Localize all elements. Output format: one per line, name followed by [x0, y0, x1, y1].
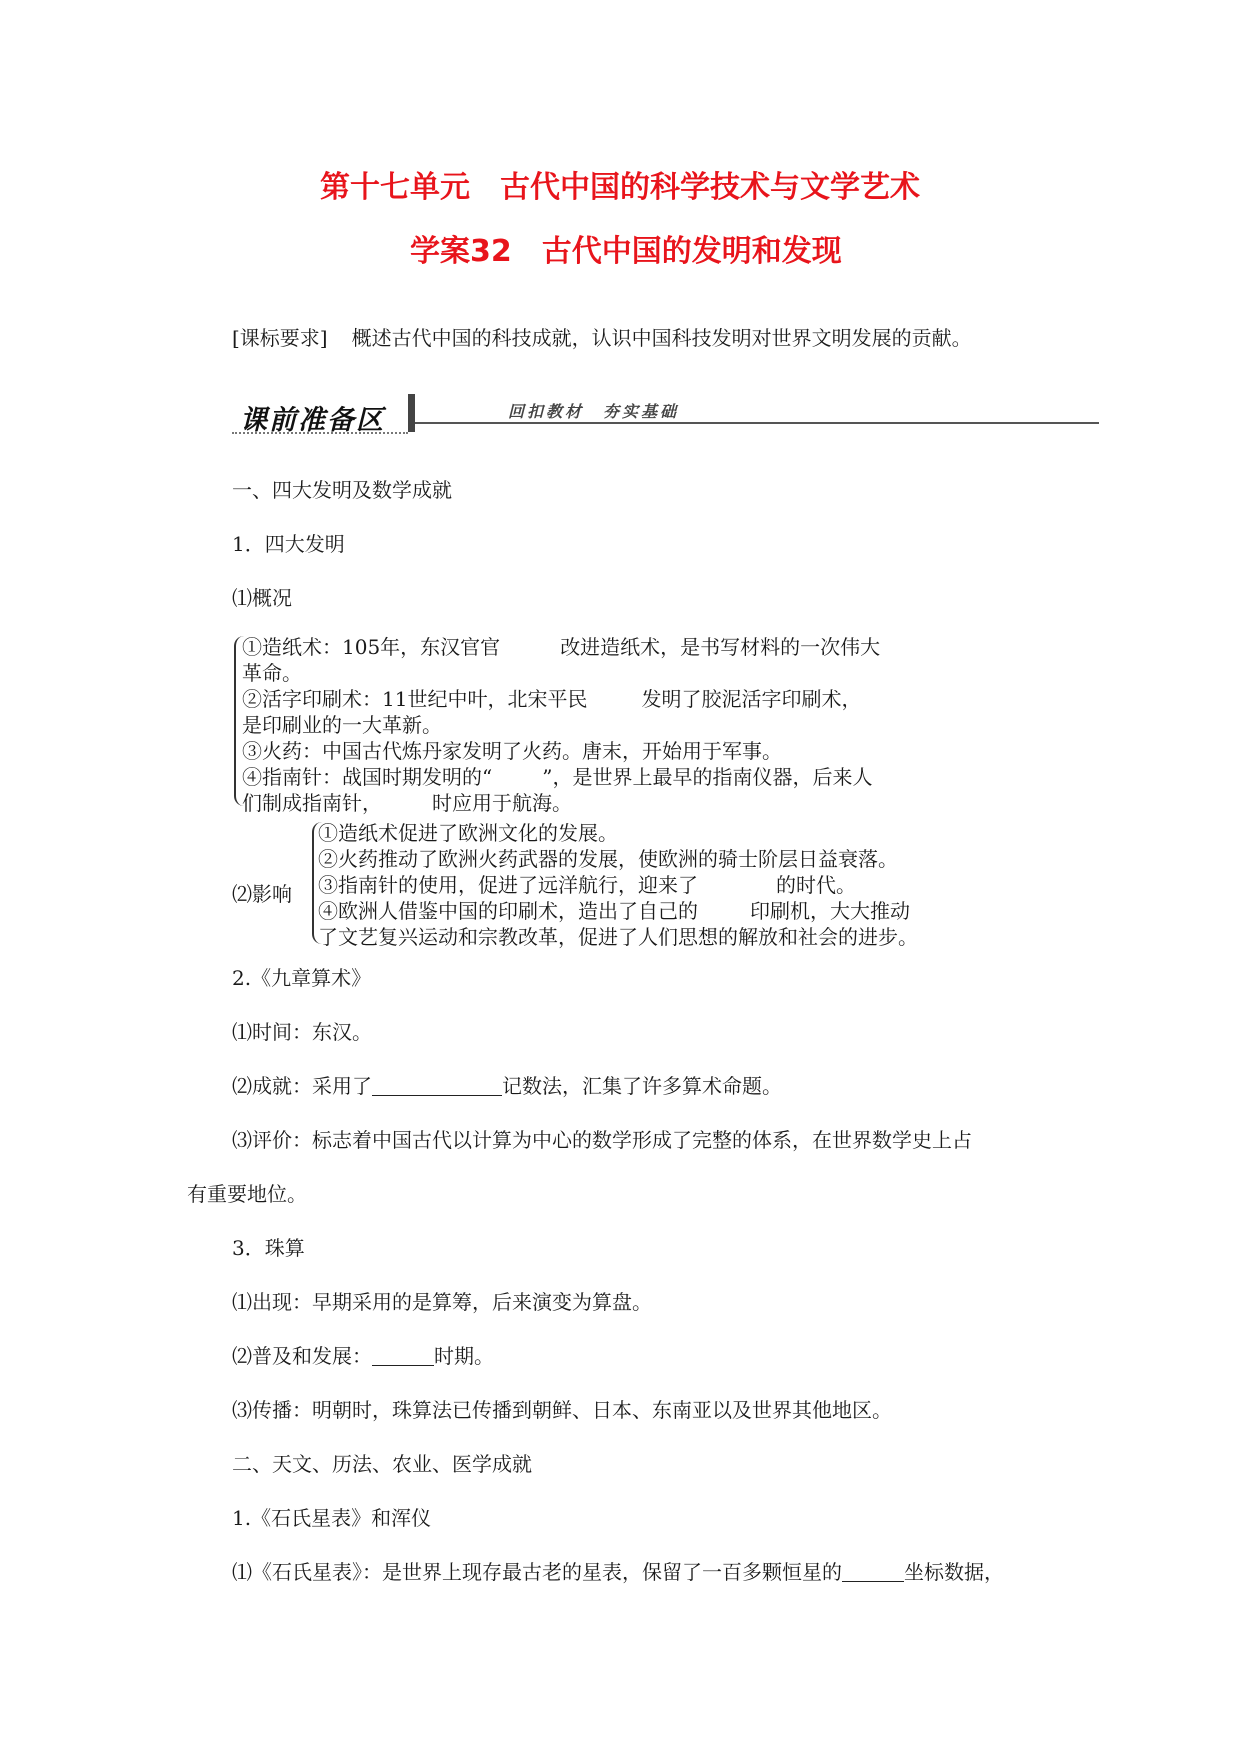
band-rule [415, 422, 1099, 424]
overview-line-4: 是印刷业的一大革新。 [242, 713, 442, 737]
band-subtitle: 回扣教材 夯实基础 [508, 402, 680, 421]
band-label: 课前准备区 [240, 405, 385, 436]
overview-label: ⑴概况 [232, 586, 292, 610]
overview-line-1: ①造纸术：105年，东汉官官 改进造纸术，是书写材料的一次伟大 [242, 635, 881, 659]
answer-blank[interactable] [372, 1075, 502, 1096]
requirement-tag: [课标要求] [232, 326, 328, 350]
unit-title: 第十七单元 古代中国的科学技术与文学艺术 [320, 170, 920, 205]
impact-line-5: 了文艺复兴运动和宗教改革，促进了人们思想的解放和社会的进步。 [318, 925, 918, 949]
overview-line-3: ②活字印刷术：11世纪中叶，北宋平民 发明了胶泥活字印刷术， [242, 687, 862, 711]
requirement-text: 概述古代中国的科技成就，认识中国科技发明对世界文明发展的贡献。 [351, 326, 972, 350]
section2-heading: 二、天文、历法、农业、医学成就 [232, 1452, 532, 1476]
overview-line-2: 革命。 [242, 661, 302, 685]
section1-item3: 3．珠算 [232, 1236, 305, 1260]
overview-line-5: ③火药：中国古代炼丹家发明了火药。唐末，开始用于军事。 [242, 739, 782, 763]
impact-label: ⑵影响 [232, 882, 292, 906]
answer-blank[interactable] [842, 1561, 904, 1582]
section1-item1: 1．四大发明 [232, 532, 345, 556]
requirement-line [232, 326, 972, 350]
impact-line-2: ②火药推动了欧洲火药武器的发展，使欧洲的骑士阶层日益衰落。 [318, 847, 898, 871]
math-evaluation-2: 有重要地位。 [187, 1182, 307, 1206]
section1-item2: 2.《九章算术》 [232, 966, 372, 990]
band-bar [408, 394, 415, 432]
overview-line-7: 们制成指南针， 时应用于航海。 [242, 791, 572, 815]
lesson-title: 学案32 古代中国的发明和发现 [410, 234, 842, 269]
math-time: ⑴时间：东汉。 [232, 1020, 372, 1044]
impact-line-1: ①造纸术促进了欧洲文化的发展。 [318, 821, 618, 845]
abacus-appear: ⑴出现：早期采用的是算筹，后来演变为算盘。 [232, 1290, 652, 1314]
answer-blank[interactable] [372, 1345, 434, 1366]
math-evaluation-1: ⑶评价：标志着中国古代以计算为中心的数学形成了完整的体系，在世界数学史上占 [232, 1128, 972, 1152]
star-catalogue: ⑴《石氏星表》：是世界上现存最古老的星表，保留了一百多颗恒星的 坐标数据， [232, 1560, 1004, 1584]
impact-line-4: ④欧洲人借鉴中国的印刷术，造出了自己的 印刷机，大大推动 [318, 899, 910, 923]
section1-heading: 一、四大发明及数学成就 [232, 478, 452, 502]
band-dotted-rule [232, 432, 408, 434]
overview-line-6: ④指南针：战国时期发明的“ ”，是世界上最早的指南仪器，后来人 [242, 765, 873, 789]
abacus-transmit: ⑶传播：明朝时，珠算法已传播到朝鲜、日本、东南亚以及世界其他地区。 [232, 1398, 892, 1422]
impact-line-3: ③指南针的使用，促进了远洋航行，迎来了 的时代。 [318, 873, 856, 897]
section2-item1: 1.《石氏星表》和浑仪 [232, 1506, 432, 1530]
abacus-spread: ⑵普及和发展： 时期。 [232, 1344, 494, 1368]
math-achievement: ⑵成就：采用了 记数法，汇集了许多算术命题。 [232, 1074, 782, 1098]
